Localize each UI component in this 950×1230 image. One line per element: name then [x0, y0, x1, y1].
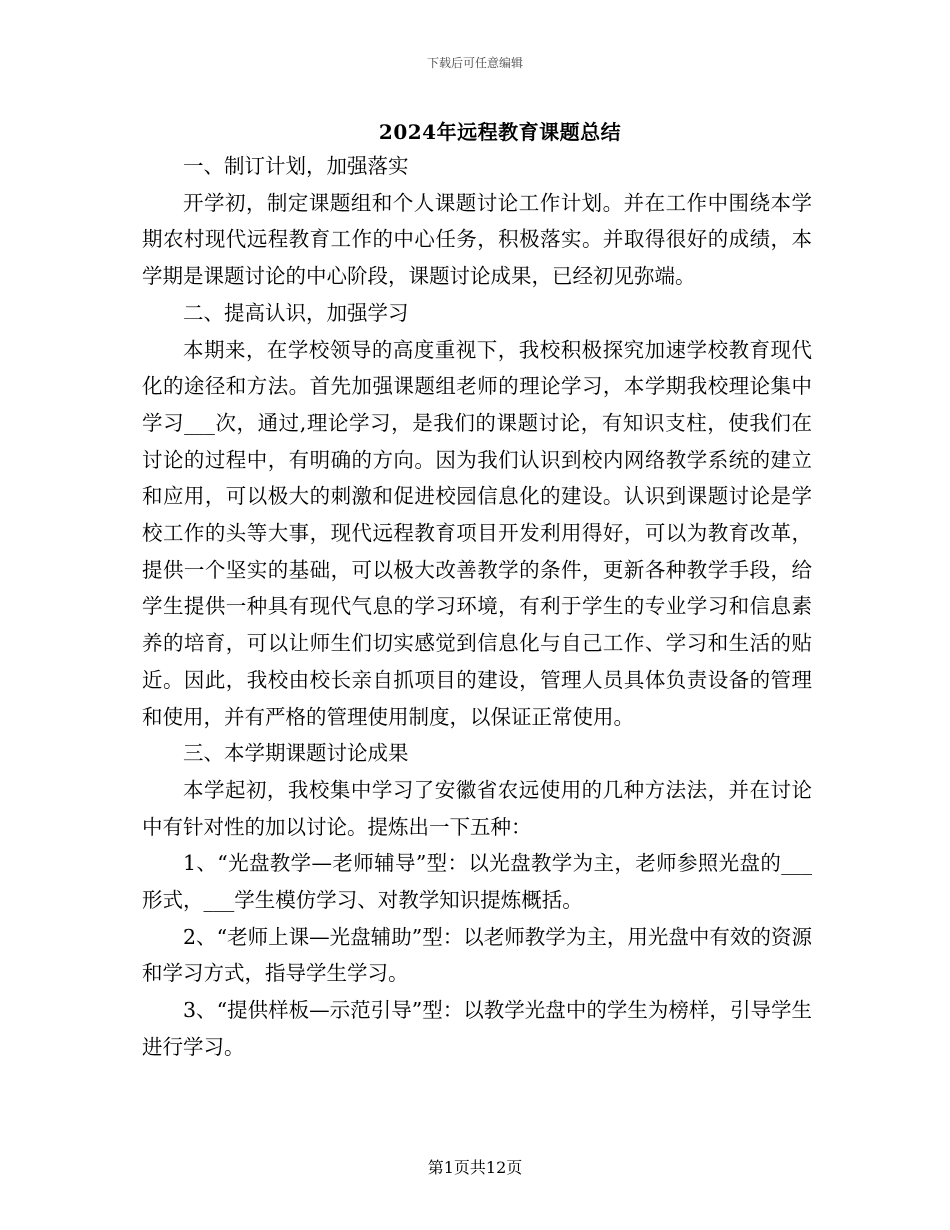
- paragraph-2: 本期来，在学校领导的高度重视下，我校积极探究加速学校教育现代化的途径和方法。首先加强课题组老师的理论学习，本学期我校理论集中学习___次，通过,理论学习，是我们的课题讨论，有知识支柱，使我们在讨论的过程中，有明确的方向。因为我们认识到校内网络教学系统的建立和应用，可以极大的刺激和促进校园信息化的建设。认识到课题讨论是学校工作的头等大事，现代远程教育项目开发利用得好，可以为教育改革，提供一个坚实的基础，可以极大改善教学的条件，更新各种教学手段，给学生提供一种具有现代气息的学习环境，有利于学生的专业学习和信息素养的培育，可以让师生们切实感觉到信息化与自己工作、学习和生活的贴近。因此，我校由校长亲自抓项目的建设，管理人员具体负责设备的管理和使用，并有严格的管理使用制度，以保证正常使用。: [142, 337, 812, 729]
- paragraph-3: 本学起初，我校集中学习了安徽省农远使用的几种方法法，并在讨论中有针对性的加以讨论。提炼出一下五种：: [142, 777, 812, 839]
- list-item-3: 3、“提供样板—示范引导”型：以教学光盘中的学生为榜样，引导学生进行学习。: [142, 998, 812, 1059]
- section-heading-2: 二、提高认识，加强学习: [183, 300, 409, 325]
- document-title: 2024年远程教育课题总结: [378, 120, 622, 144]
- document-body: [142, 148, 812, 1066]
- section-heading-1: 一、制订计划，加强落实: [183, 154, 409, 178]
- paragraph-1: 开学初，制定课题组和个人课题讨论工作计划。并在工作中围绕本学期农村现代远程教育工作的中心任务，积极落实。并取得很好的成绩，本学期是课题讨论的中心阶段，课题讨论成果，已经初见弥端。: [142, 190, 812, 289]
- page-number: 第1页共12页: [427, 1158, 523, 1177]
- section-heading-3: 三、本学期课题讨论成果: [183, 741, 409, 766]
- list-item-1: 1、“光盘教学—老师辅导”型：以光盘教学为主，老师参照光盘的___形式，___学生模仿学习、对教学知识提炼概括。: [142, 851, 812, 913]
- list-item-2: 2、“老师上课—光盘辅助”型：以老师教学为主，用光盘中有效的资源和学习方式，指导学生学习。: [142, 924, 812, 986]
- header-note: 下载后可任意编辑: [426, 56, 523, 70]
